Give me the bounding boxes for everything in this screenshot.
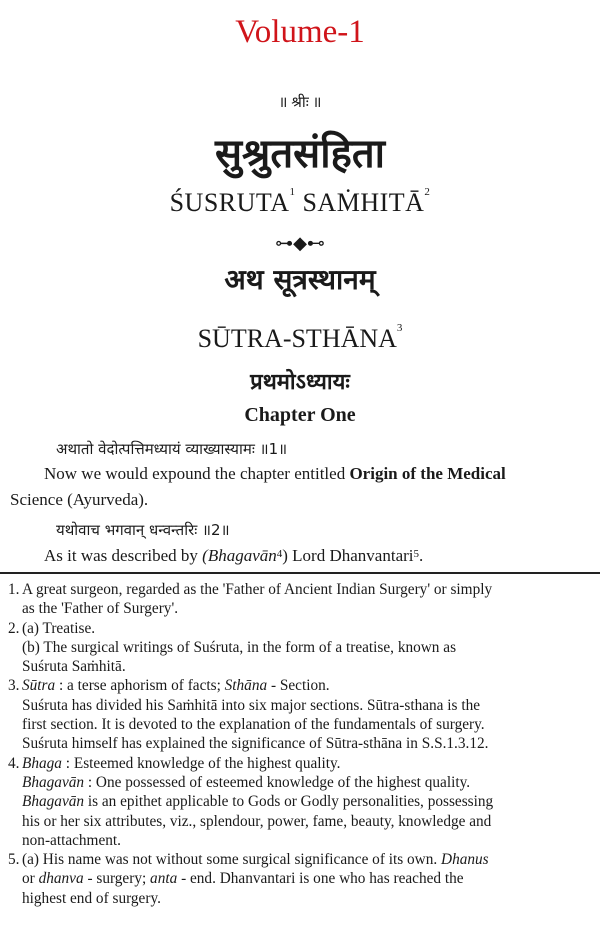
chapter-title: Chapter One xyxy=(244,404,356,426)
definition: or xyxy=(22,870,39,888)
footnote-number: 3. xyxy=(8,677,20,695)
footnote-number: 5. xyxy=(8,851,20,869)
title-devanagari: सुश्रुतसंहिता xyxy=(215,131,385,177)
footnote-number: 1. xyxy=(8,581,20,598)
verse-2: यथोवाच भगवान् धन्वन्तरिः ॥2॥ xyxy=(56,521,230,539)
translation-1 xyxy=(10,461,590,513)
title-roman xyxy=(0,188,600,218)
term: Sthāna xyxy=(224,677,268,695)
footnote-line: (b) The surgical writings of Suśruta, in the form of a treatise, known as xyxy=(22,638,457,656)
footnote-line xyxy=(22,869,594,888)
definition: - end. Dhanvantari is one who has reached the xyxy=(177,870,464,888)
term: dhanva xyxy=(38,870,84,888)
verse-1: अथातो वेदोत्पत्तिमध्यायं व्याख्यास्यामः ॥1॥ xyxy=(56,440,288,458)
footnote-ref-4: 4 xyxy=(276,548,283,560)
definition: : Esteemed knowledge of the highest quality. xyxy=(61,754,341,772)
footnote-4 xyxy=(8,754,594,850)
footnote-line: his or her six attributes, viz., splendour, power, fame, beauty, knowledge and xyxy=(22,812,492,830)
footnote-number: 2. xyxy=(8,619,20,637)
section-devanagari: अथ सूत्रस्थानम् xyxy=(224,263,376,296)
chapter-devanagari: प्रथमोऽध्यायः xyxy=(250,370,350,395)
footnotes xyxy=(8,580,594,908)
term: Sūtra xyxy=(22,677,56,695)
title-word-1: ŚUSRUTA xyxy=(169,188,290,217)
translation-2-text: As it was described by xyxy=(44,546,203,565)
definition: : a terse aphorism of facts; xyxy=(55,677,225,695)
section-title: SŪTRA-STHĀNA xyxy=(197,324,397,353)
footnote-rule xyxy=(0,572,600,574)
section-roman xyxy=(0,324,600,354)
ornament-divider: ⊶◆⊷ xyxy=(275,233,325,253)
footnote-line xyxy=(22,676,594,695)
footnote-5 xyxy=(8,850,594,908)
footnote-line: Suśruta Saṁhitā. xyxy=(22,658,126,676)
footnote-line: Suśruta himself has explained the significance of Sūtra-sthāna in S.S.1.3.12. xyxy=(22,735,489,753)
term: Bhaga xyxy=(22,754,62,772)
definition: - Section. xyxy=(267,677,330,695)
footnote-2 xyxy=(8,619,594,677)
sentence-end: . xyxy=(419,546,424,565)
footnote-ref-5: 5 xyxy=(413,548,419,560)
footnote-1 xyxy=(8,580,594,619)
dhanvantari-text: ) Lord Dhanvantari xyxy=(282,546,414,565)
definition: - surgery; xyxy=(83,870,151,888)
volume-heading: Volume-1 xyxy=(235,14,365,50)
footnote-line xyxy=(22,850,594,869)
definition: : One possessed of esteemed knowledge of the highest quality. xyxy=(84,773,471,791)
definition: is an epithet applicable to Gods or Godly personalities, possessing xyxy=(84,793,494,811)
chapter-name-cont: Science (Ayurveda). xyxy=(10,490,149,509)
footnote-line: non-attachment. xyxy=(22,831,121,849)
footnote-line xyxy=(22,773,594,792)
term: anta xyxy=(150,870,178,888)
footnote-line: (a) Treatise. xyxy=(22,619,96,637)
footnote-line: highest end of surgery. xyxy=(22,889,161,907)
term: Bhagavān xyxy=(22,793,85,811)
footnote-line: A great surgeon, regarded as the 'Father of Ancient Indian Surgery' or simply xyxy=(22,581,493,598)
chapter-name: Origin of the Medical xyxy=(349,464,506,483)
footnote-line: as the 'Father of Surgery'. xyxy=(22,600,179,618)
term: Bhagavān xyxy=(22,773,85,791)
footnote-number: 4. xyxy=(8,754,20,772)
footnote-ref-3: 3 xyxy=(396,322,403,334)
footnote-ref-2: 2 xyxy=(424,186,431,198)
invocation: ॥ श्रीः ॥ xyxy=(278,95,322,111)
footnote-ref-1: 1 xyxy=(289,186,296,198)
footnote-line: Suśruta has divided his Saṁhitā into six major sections. Sūtra-sthana is the xyxy=(22,696,481,714)
term: Dhanus xyxy=(441,851,489,869)
footnote-line: first section. It is devoted to the explanation of the fundamentals of surgery. xyxy=(22,716,485,734)
translation-2 xyxy=(44,543,594,569)
footnote-3 xyxy=(8,676,594,753)
definition: (a) His name was not without some surgical significance of its own. xyxy=(22,851,442,869)
footnote-line xyxy=(22,754,594,773)
bhagavan-term: (Bhagavān xyxy=(202,546,277,565)
translation-1-text: Now we would expound the chapter entitled xyxy=(44,464,350,483)
footnote-line xyxy=(22,792,594,811)
title-word-2: SAṀHITĀ xyxy=(302,188,425,217)
